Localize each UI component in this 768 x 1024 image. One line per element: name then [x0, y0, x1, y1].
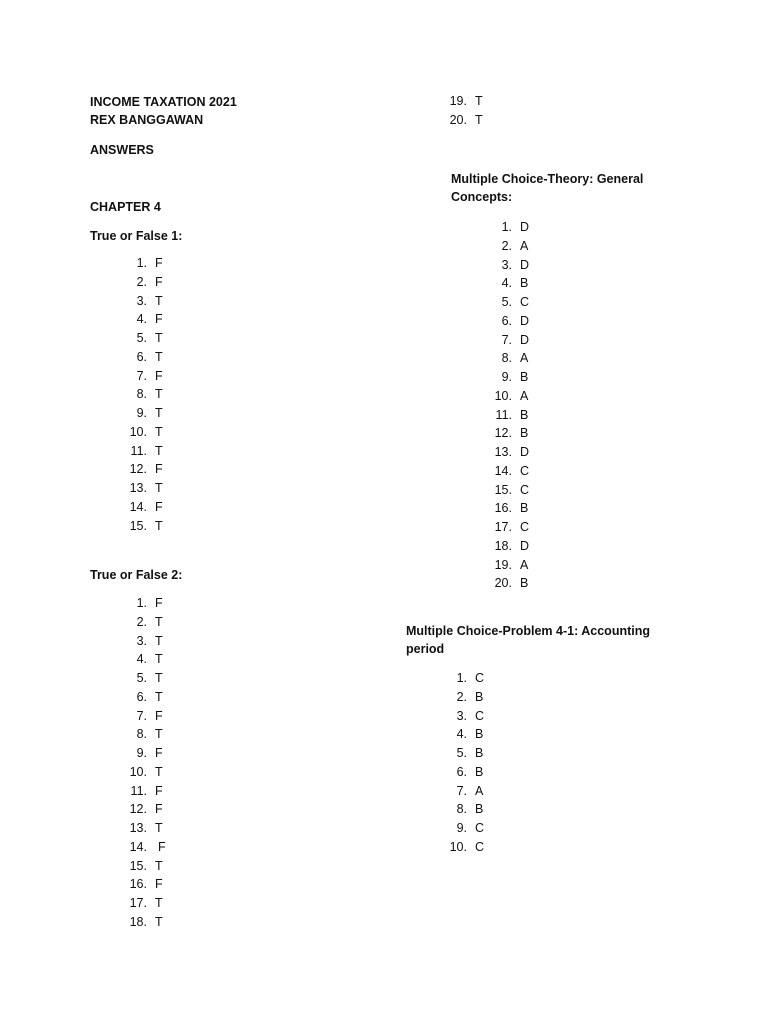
item-answer: C [520, 295, 530, 309]
item-number: 14. [129, 499, 147, 514]
item-number: 1. [136, 256, 147, 270]
chapter-heading: CHAPTER 4 [90, 200, 161, 214]
item-answer: T [155, 387, 163, 402]
item-number: 10. [129, 424, 147, 439]
item-answer: F [155, 783, 163, 798]
item-answer: B [475, 689, 484, 704]
item-number: 10. [449, 839, 467, 854]
item-answer: T [155, 349, 163, 364]
item-answer: T [155, 633, 163, 648]
item-number: 10. [494, 388, 512, 403]
item-number: 3. [136, 293, 147, 308]
item-answer: T [155, 671, 163, 685]
item-number: 17. [129, 896, 147, 910]
item-number: 13. [129, 481, 147, 495]
item-number: 2. [501, 238, 512, 253]
item-number: 16. [129, 877, 147, 892]
item-number: 1. [456, 671, 467, 685]
item-answer: A [475, 783, 484, 798]
item-answer: D [520, 538, 530, 553]
item-number: 13. [494, 445, 512, 459]
item-answer: B [475, 727, 484, 742]
item-number: 19. [494, 557, 512, 572]
item-answer: B [520, 407, 529, 422]
item-answer: A [520, 557, 529, 572]
item-number: 3. [136, 633, 147, 648]
item-answer: T [155, 481, 163, 495]
item-answer: T [155, 518, 163, 533]
item-answer: T [475, 112, 483, 127]
item-answer: A [520, 238, 529, 253]
item-number: 15. [129, 858, 147, 873]
item-answer: F [155, 462, 163, 477]
item-answer: D [520, 313, 530, 328]
item-answer: C [475, 708, 485, 723]
item-number: 18. [129, 914, 147, 929]
item-number: 7. [456, 783, 467, 798]
item-answer: B [520, 276, 529, 291]
item-number: 15. [129, 518, 147, 533]
item-answer: F [155, 256, 163, 270]
item-answer: B [520, 370, 529, 384]
item-answer: A [520, 351, 529, 366]
item-number: 12. [129, 462, 147, 477]
item-answer: F [155, 708, 163, 723]
item-answer: T [155, 424, 163, 439]
item-answer: C [475, 671, 485, 685]
item-number: 9. [456, 821, 467, 835]
item-answer: F [155, 802, 163, 817]
item-answer: C [520, 520, 530, 534]
item-answer: T [155, 727, 163, 742]
item-number: 5. [456, 746, 467, 760]
item-number: 12. [494, 426, 512, 441]
item-number: 2. [136, 274, 147, 289]
item-answer: T [155, 914, 163, 929]
item-number: 8. [136, 387, 147, 402]
item-answer: T [155, 331, 163, 345]
mc-theory-heading-cont: Concepts: [451, 190, 513, 204]
item-answer: T [155, 443, 163, 458]
item-number: 4. [136, 312, 147, 327]
item-number: 10. [129, 764, 147, 779]
item-number: 12. [129, 802, 147, 817]
item-number: 6. [136, 689, 147, 704]
item-number: 6. [501, 313, 512, 328]
tf2-heading: True or False 2: [90, 568, 183, 582]
item-number: 16. [494, 501, 512, 516]
document-author: REX BANGGAWAN [90, 113, 204, 127]
item-answer: T [155, 821, 163, 835]
item-number: 5. [501, 295, 512, 309]
item-answer: F [155, 368, 163, 383]
item-number: 4. [501, 276, 512, 291]
item-number: 20. [494, 576, 512, 591]
item-answer: C [520, 463, 530, 478]
item-number: 14. [129, 839, 147, 854]
item-number: 7. [136, 368, 147, 383]
item-number: 6. [456, 764, 467, 779]
item-answer: D [520, 257, 530, 272]
document-title: INCOME TAXATION 2021 [90, 95, 237, 109]
item-answer: A [520, 388, 529, 403]
item-number: 18. [494, 538, 512, 553]
mc-theory-heading: Multiple Choice-Theory: General [451, 172, 644, 186]
item-number: 14. [494, 463, 512, 478]
item-answer: F [155, 274, 163, 289]
item-number: 9. [136, 406, 147, 420]
item-answer: B [520, 576, 529, 591]
item-number: 17. [494, 520, 512, 534]
item-answer: T [155, 896, 163, 910]
item-number: 11. [495, 407, 512, 422]
item-number: 5. [136, 331, 147, 345]
item-number: 20. [449, 112, 467, 127]
item-number: 13. [129, 821, 147, 835]
item-number: 4. [456, 727, 467, 742]
item-number: 15. [494, 482, 512, 497]
item-number: 3. [456, 708, 467, 723]
item-answer: T [155, 858, 163, 873]
item-number: 8. [501, 351, 512, 366]
item-answer: B [475, 764, 484, 779]
mc-problem-heading: Multiple Choice-Problem 4-1: Accounting [406, 624, 650, 638]
item-number: 8. [456, 802, 467, 817]
item-answer: F [155, 499, 163, 514]
item-number: 6. [136, 349, 147, 364]
item-answer: T [155, 764, 163, 779]
item-answer: T [475, 94, 483, 108]
item-answer: C [475, 821, 485, 835]
item-answer: F [155, 596, 163, 610]
item-number: 1. [136, 596, 147, 610]
item-answer: B [475, 746, 484, 760]
answers-heading: ANSWERS [90, 143, 154, 157]
item-answer: B [520, 501, 529, 516]
item-number: 11. [130, 443, 147, 458]
item-number: 2. [136, 614, 147, 629]
item-answer: F [155, 312, 163, 327]
item-number: 3. [501, 257, 512, 272]
item-number: 9. [501, 370, 512, 384]
item-answer: B [475, 802, 484, 817]
item-answer: T [155, 406, 163, 420]
item-number: 7. [136, 708, 147, 723]
item-answer: D [520, 332, 530, 347]
item-number: 1. [501, 220, 512, 234]
item-answer: T [155, 689, 163, 704]
item-number: 11. [130, 783, 147, 798]
item-answer: F [155, 877, 163, 892]
item-answer: C [475, 839, 485, 854]
mc-problem-heading-cont: period [406, 642, 445, 656]
item-answer: F [158, 839, 166, 854]
item-number: 2. [456, 689, 467, 704]
item-answer: T [155, 614, 163, 629]
item-number: 9. [136, 746, 147, 760]
item-answer: F [155, 746, 163, 760]
item-number: 19. [449, 94, 467, 108]
item-answer: D [520, 220, 530, 234]
item-number: 5. [136, 671, 147, 685]
tf1-heading: True or False 1: [90, 229, 183, 243]
item-answer: B [520, 426, 529, 441]
item-number: 8. [136, 727, 147, 742]
item-answer: D [520, 445, 530, 459]
item-answer: T [155, 652, 163, 667]
item-number: 7. [501, 332, 512, 347]
item-answer: C [520, 482, 530, 497]
item-number: 4. [136, 652, 147, 667]
item-answer: T [155, 293, 163, 308]
